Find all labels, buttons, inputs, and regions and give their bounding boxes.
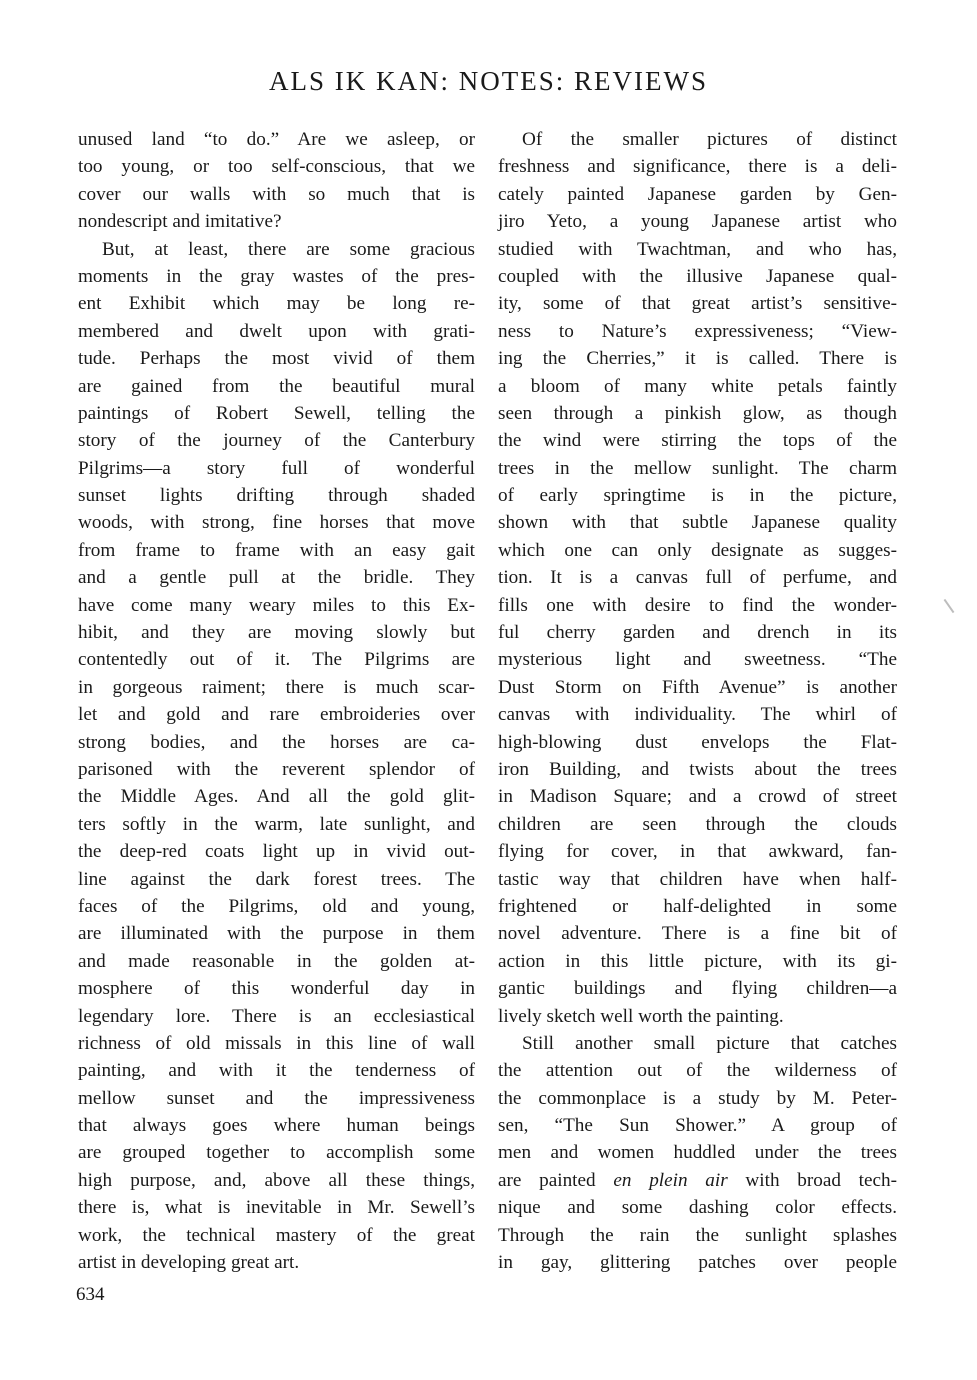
text-line: tude. Perhaps the most vivid of them: [78, 348, 475, 370]
text-line: in Madison Square; and a crowd of street: [498, 786, 897, 808]
text-line: artist in developing great art.: [78, 1252, 300, 1274]
text-line: the attention out of the wilderness of: [498, 1060, 897, 1082]
text-line: novel adventure. There is a fine bit of: [498, 923, 897, 945]
left-column: [78, 126, 475, 1276]
text-line: that always goes where human beings: [78, 1115, 475, 1137]
text-line: let and gold and rare embroideries over: [78, 704, 475, 726]
text-line: Pilgrims—a story full of wonderful: [78, 457, 475, 479]
text-line: have come many weary miles to this Ex-: [78, 594, 475, 616]
text-line: action in this little picture, with its gi-: [498, 950, 897, 972]
text-line: work, the technical mastery of the great: [78, 1224, 475, 1246]
text-line: there is, what is inevitable in Mr. Sewell’s: [78, 1197, 475, 1219]
text-line: in gorgeous raiment; there is much scar-: [78, 676, 475, 698]
text-line: membered and dwelt upon with grati-: [78, 320, 475, 342]
text-run: are painted: [498, 1169, 596, 1191]
text-line: ness to Nature’s expressiveness; “View-: [498, 320, 897, 342]
text-line: Still another small picture that catches: [522, 1032, 897, 1054]
text-line: woods, with strong, fine horses that move: [78, 512, 475, 534]
text-line: shown with that subtle Japanese quality: [498, 512, 897, 534]
text-line: story of the journey of the Canterbury: [78, 430, 475, 452]
text-line: high purpose, and, above all these things,: [78, 1169, 475, 1191]
text-line: in gay, glittering patches over people: [498, 1252, 897, 1274]
right-column: [498, 126, 897, 1276]
text-line: from frame to frame with an easy gait: [78, 539, 475, 561]
text-line: frightened or half-delighted in some: [498, 895, 897, 917]
text-line: seen through a pinkish glow, as though: [498, 402, 897, 424]
text-line: unused land “to do.” Are we asleep, or: [78, 129, 475, 150]
text-line: which one can only designate as sugges-: [498, 539, 897, 561]
text-line: freshness and significance, there is a deli-: [498, 156, 897, 178]
text-line: high-blowing dust envelops the Flat-: [498, 731, 897, 753]
text-line: faces of the Pilgrims, old and young,: [78, 895, 475, 917]
text-line: [498, 1167, 897, 1194]
text-run: with broad tech-: [745, 1169, 898, 1191]
page-number: 634: [76, 1284, 105, 1305]
text-line: trees in the mellow sunlight. The charm: [498, 457, 897, 479]
text-line: studied with Twachtman, and who has,: [498, 238, 897, 260]
text-line: Dust Storm on Fifth Avenue” is another: [498, 676, 897, 698]
text-line: the commonplace is a study by M. Peter-: [498, 1087, 897, 1109]
text-line: nique and some dashing color effects.: [498, 1197, 897, 1219]
text-line: cately painted Japanese garden by Gen-: [498, 183, 897, 205]
text-line: mysterious light and sweetness. “The: [498, 649, 897, 671]
text-line: contentedly out of it. The Pilgrims are: [78, 649, 475, 671]
text-line: But, at least, there are some gracious: [102, 238, 475, 260]
text-line: flying for cover, in that awkward, fan-: [498, 841, 897, 863]
text-line: of early springtime is in the picture,: [498, 485, 897, 507]
text-line: coupled with the illusive Japanese qual-: [498, 265, 897, 287]
text-line: ity, some of that great artist’s sensitive-: [498, 293, 897, 315]
text-line: ing the Cherries,” it is called. There is: [498, 348, 897, 370]
text-line: hibit, and they are moving slowly but: [78, 622, 475, 644]
text-line: nondescript and imitative?: [78, 211, 282, 233]
text-line: gantic buildings and flying children—a: [498, 978, 897, 1000]
text-line: jiro Yeto, a young Japanese artist who: [498, 211, 897, 233]
text-line: too young, or too self-conscious, that we: [78, 156, 475, 178]
text-line: legendary lore. There is an ecclesiastical: [78, 1005, 475, 1027]
text-line: mellow sunset and the impressiveness: [78, 1087, 475, 1109]
text-line: ters softly in the warm, late sunlight, and: [78, 813, 475, 835]
text-line: a bloom of many white petals faintly: [498, 375, 897, 397]
italic-phrase: en plein air: [613, 1169, 728, 1191]
text-line: and a gentle pull at the bridle. They: [78, 567, 475, 589]
text-line: strong bodies, and the horses are ca-: [78, 731, 475, 753]
text-line: moments in the gray wastes of the pres-: [78, 265, 475, 287]
text-line: Of the smaller pictures of distinct: [522, 129, 897, 150]
text-line: painting, and with it the tenderness of: [78, 1060, 475, 1082]
text-line: parisoned with the reverent splendor of: [78, 758, 475, 780]
text-line: and made reasonable in the golden at-: [78, 950, 475, 972]
text-line: are grouped together to accomplish some: [78, 1142, 475, 1164]
paper-mark: [944, 599, 955, 613]
text-line: cover our walls with so much that is: [78, 183, 475, 205]
text-line: line against the dark forest trees. The: [78, 868, 475, 890]
text-line: are gained from the beautiful mural: [78, 375, 475, 397]
text-line: canvas with individuality. The whirl of: [498, 704, 897, 726]
text-line: ent Exhibit which may be long re-: [78, 293, 475, 315]
text-line: the Middle Ages. And all the gold glit-: [78, 786, 475, 808]
text-line: the wind were stirring the tops of the: [498, 430, 897, 452]
text-line: Through the rain the sunlight splashes: [498, 1224, 897, 1246]
text-line: tastic way that children have when half-: [498, 868, 897, 890]
running-head: ALS IK KAN: NOTES: REVIEWS: [269, 66, 708, 96]
text-line: paintings of Robert Sewell, telling the: [78, 402, 475, 424]
text-line: richness of old missals in this line of wall: [78, 1032, 475, 1054]
text-line: men and women huddled under the trees: [498, 1142, 897, 1164]
text-line: the deep-red coats light up in vivid out-: [78, 841, 475, 863]
text-line: sunset lights drifting through shaded: [78, 485, 475, 507]
text-line: lively sketch well worth the painting.: [498, 1005, 784, 1027]
text-line: ful cherry garden and drench in its: [498, 622, 897, 644]
text-line: iron Building, and twists about the trees: [498, 758, 897, 780]
text-line: are illuminated with the purpose in them: [78, 923, 475, 945]
text-line: mosphere of this wonderful day in: [78, 978, 475, 1000]
text-line: fills one with desire to find the wonder-: [498, 594, 897, 616]
text-line: sen, “The Sun Shower.” A group of: [498, 1115, 897, 1137]
text-line: tion. It is a canvas full of perfume, and: [498, 567, 897, 589]
text-line: children are seen through the clouds: [498, 813, 897, 835]
